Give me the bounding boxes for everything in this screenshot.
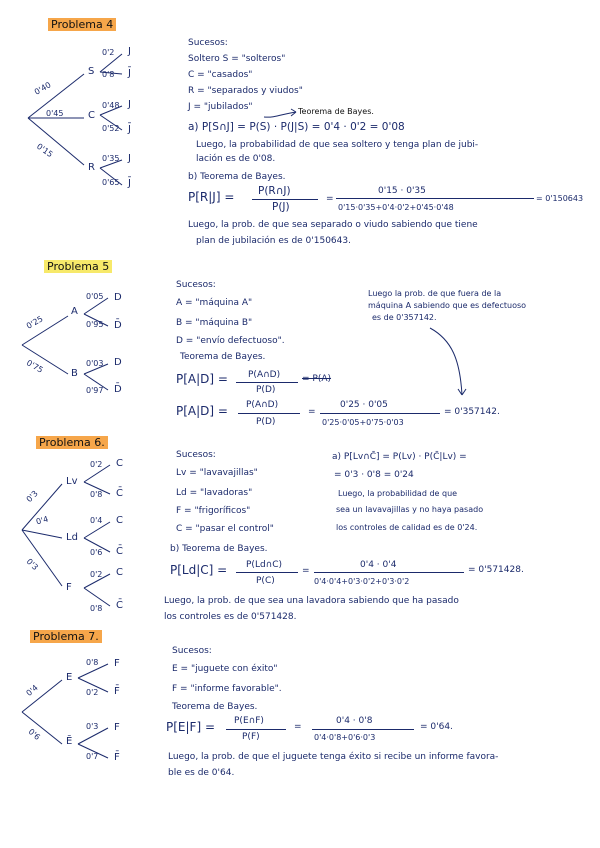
p4-b-num: P(R∩J) [258,185,291,197]
p4-b-den: P(J) [272,201,290,213]
p5-f1-lhs: P[A|D] = [176,372,228,386]
p6-f-a: 0'2 [90,570,103,579]
p6-b-num2: 0'4 · 0'4 [360,560,397,570]
p4-s-a: 0'2 [102,48,115,57]
p7-f-num2: 0'4 · 0'8 [336,716,373,726]
p7-f-den: P(F) [242,732,260,742]
p6-b-eq: = [302,566,310,576]
p5-b-b: 0'97 [86,386,104,395]
p6-leaf-c-2: C [116,515,123,526]
p6-b-title: b) Teorema de Bayes. [170,544,268,554]
p5-f2-result: = 0'357142. [444,407,500,417]
p5-note-3: es de 0'357142. [372,313,437,322]
p4-line-1: Soltero S = "solteros" [188,54,286,64]
p6-b-result: = 0'571428. [468,565,524,575]
p5-leaf-d-2: D [114,357,122,368]
p6-a-text-2: sea un lavavajillas y no haya pasado [336,505,484,514]
p7-line-1: E = "juguete con éxito" [172,664,278,674]
p5-f2-den2: 0'25·0'05+0'75·0'03 [322,418,404,427]
p6-ld-a: 0'4 [90,516,103,525]
problem-4-title: Problema 4 [48,18,116,31]
p5-leaf-dbar-1: D̄ [114,320,122,331]
p4-line-4: J = "jubilados" [188,102,253,112]
p4-branch-3: 0'15 [34,141,55,160]
p4-b-text-1: Luego, la prob. de que sea separado o viudo sabiendo que tiene [188,220,478,230]
p6-branch-1: 0'3 [24,488,40,505]
p7-conclusion-1: Luego, la prob. de que el juguete tenga éxito si recibe un informe favora- [168,752,499,762]
p7-bayes: Teorema de Bayes. [172,702,258,712]
p4-r-b: 0'65 [102,178,120,187]
p6-a-text-3: los controles de calidad es de 0'24. [336,523,478,532]
p5-node-a: A [71,306,78,317]
p7-node-ebar: Ē [66,736,73,747]
p6-line-2: Ld = "lavadoras" [176,488,253,498]
p5-branch-1: 0'25 [24,314,45,331]
p5-f1-num: P(A∩D) [248,370,281,380]
p5-leaf-dbar-2: D̄ [114,384,122,395]
p7-f-den2: 0'4·0'8+0'6·0'3 [314,733,376,742]
p6-branch-2: 0'4 [35,514,50,527]
p4-branch-2: 0'45 [46,109,64,118]
p4-b-text-2: plan de jubilación es de 0'150643. [196,236,351,246]
p4-b-lhs: P[R|J] = [188,190,235,204]
p4-bayes-note: Teorema de Bayes. [298,107,374,116]
p6-line-3: F = "frigoríficos" [176,506,251,516]
p7-f-result: = 0'64. [420,722,453,732]
p6-node-ld: Ld [66,532,78,543]
p6-leaf-c-1: C [116,458,123,469]
p7-node-e: E [66,672,73,683]
p5-note-1: Luego la prob. de que fuera de la [368,289,502,298]
p7-e-a: 0'8 [86,658,99,667]
p7-leaf-f-2: F [114,722,120,733]
p7-branch-2: 0'6 [26,727,42,742]
p5-b-a: 0'03 [86,359,104,368]
p4-leaf-jbar-3: J̄ [128,178,131,189]
p6-lv-a: 0'2 [90,460,103,469]
p4-a-formula: a) P[S∩J] = P(S) · P(J|S) = 0'4 · 0'2 = 0'08 [188,121,405,133]
p5-f2-num2: 0'25 · 0'05 [340,400,388,410]
p5-f2-eq: = [308,407,316,417]
p6-a-calc: = 0'3 · 0'8 = 0'24 [334,470,414,480]
p4-b-eq: = [326,194,334,204]
p6-leaf-c-3: C [116,567,123,578]
p5-f2-lhs: P[A|D] = [176,404,228,418]
p7-sucesos: Sucesos: [172,646,212,656]
p6-node-lv: Lv [66,476,78,487]
p5-f1-den: P(D) [256,385,276,395]
problem-7-title: Problema 7. [30,630,102,643]
p4-sucesos: Sucesos: [188,38,228,48]
p6-ld-b: 0'6 [90,548,103,557]
p7-leaf-fbar-2: F̄ [114,752,120,763]
p6-leaf-cbar-3: C̄ [116,600,123,611]
p4-leaf-jbar-2: J̄ [128,124,131,135]
p4-leaf-j-2: J [128,99,131,110]
problem-5-title: Problema 5 [44,260,112,273]
p6-line-4: C = "pasar el control" [176,524,274,534]
p6-b-text-2: los controles es de 0'571428. [164,612,297,622]
p5-node-b: B [71,368,78,379]
p4-node-s: S [88,66,95,77]
p5-line-2: B = "máquina B" [176,318,253,328]
p7-ebar-b: 0'7 [86,752,99,761]
p4-leaf-j-1: J [128,46,131,57]
p4-c-b: 0'52 [102,124,120,133]
p5-bayes: Teorema de Bayes. [180,352,266,362]
p4-leaf-j-3: J [128,153,131,164]
p5-sucesos: Sucesos: [176,280,216,290]
p4-b-title: b) Teorema de Bayes. [188,172,286,182]
p4-leaf-jbar-1: J̄ [128,68,131,79]
p5-leaf-d-1: D [114,292,122,303]
p4-b-den2: 0'15·0'35+0'4·0'2+0'45·0'48 [338,203,454,212]
p4-node-c: C [88,110,95,121]
p7-branch-1: 0'4 [24,683,40,698]
p4-b-num2: 0'15 · 0'35 [378,186,426,196]
p6-node-f: F [66,582,72,593]
p5-note-2: máquina A sabiendo que es defectuoso [368,301,527,310]
p5-f2-num: P(A∩D) [246,400,279,410]
p5-f1-crossed: = P(A) [302,374,332,384]
p6-b-den: P(C) [256,576,275,586]
p6-f-b: 0'8 [90,604,103,613]
p6-line-1: Lv = "lavavajillas" [176,468,258,478]
p4-line-2: C = "casados" [188,70,253,80]
p6-b-lhs: P[Ld|C] = [170,563,228,577]
p7-leaf-f-1: F [114,658,120,669]
p7-f-lhs: P[E|F] = [166,720,215,734]
p4-a-text-2: lación es de 0'08. [196,154,276,164]
p6-branch-3: 0'3 [24,556,40,573]
p6-leaf-cbar-1: C̄ [116,488,123,499]
p7-e-b: 0'2 [86,688,99,697]
p7-conclusion-2: ble es de 0'64. [168,768,235,778]
p5-a-a: 0'05 [86,292,104,301]
p7-f-eq: = [294,722,302,732]
p6-a-text-1: Luego, la probabilidad de que [338,489,458,498]
p5-f2-den: P(D) [256,417,276,427]
problem-6-title: Problema 6. [36,436,108,449]
p4-r-a: 0'35 [102,154,120,163]
p7-ebar-a: 0'3 [86,722,99,731]
p4-s-b: 0'8 [102,70,115,79]
p6-b-text-1: Luego, la prob. de que sea una lavadora sabiendo que ha pasado [164,596,459,606]
p4-line-3: R = "separados y viudos" [188,86,303,96]
p5-line-3: D = "envío defectuoso". [176,336,285,346]
p6-lv-b: 0'8 [90,490,103,499]
p4-c-a: 0'48 [102,101,120,110]
p6-b-num: P(Ld∩C) [246,560,283,570]
p4-a-text-1: Luego, la probabilidad de que sea soltero y tenga plan de jubi- [196,140,479,150]
p7-line-2: F = "informe favorable". [172,684,282,694]
p4-b-result: = 0'150643 [536,194,584,203]
p6-leaf-cbar-2: C̄ [116,546,123,557]
p6-a-formula: a) P[Lv∩C̄] = P(Lv) · P(C̄|Lv) = [332,452,467,462]
p7-leaf-fbar-1: F̄ [114,686,120,697]
p5-line-1: A = "máquina A" [176,298,253,308]
p7-f-num: P(E∩F) [234,716,264,726]
p4-node-r: R [88,162,95,173]
p5-branch-2: 0'75 [24,358,45,375]
p6-sucesos: Sucesos: [176,450,216,460]
p5-a-b: 0'95 [86,320,104,329]
p4-branch-1: 0'40 [32,80,53,97]
p6-b-den2: 0'4·0'4+0'3·0'2+0'3·0'2 [314,577,410,586]
